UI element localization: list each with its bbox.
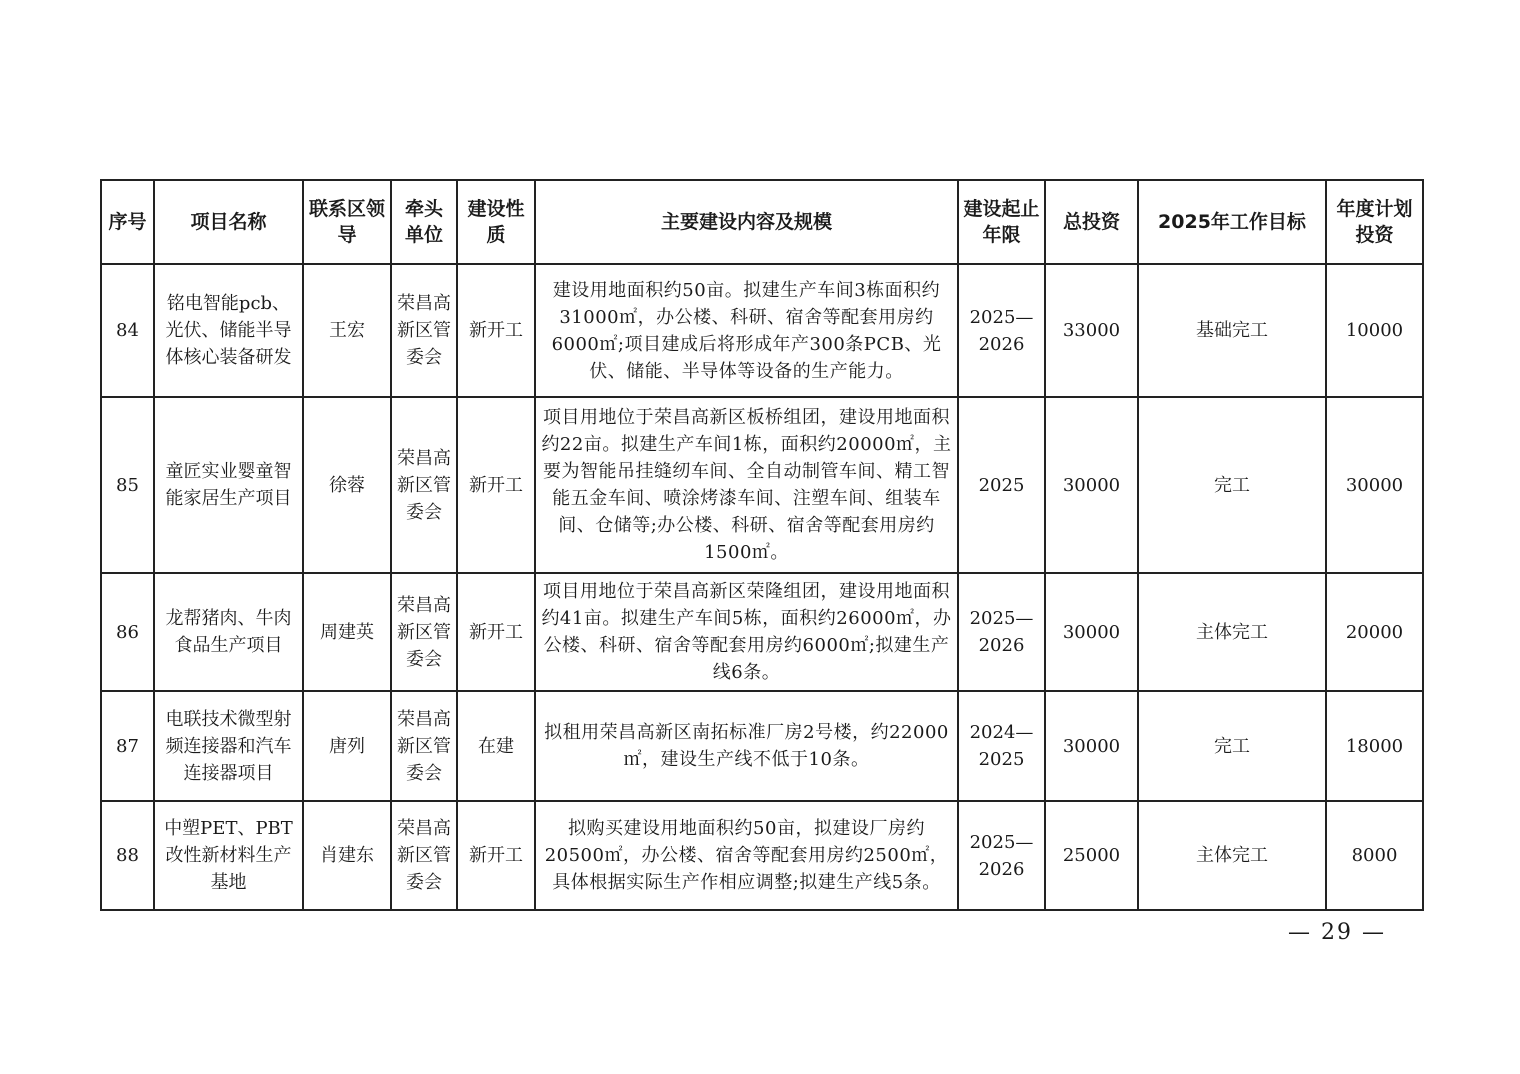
cell-unit: 荣昌高新区管委会	[391, 691, 457, 801]
page-number: — 29 —	[1288, 920, 1386, 945]
cell-leader: 徐蓉	[303, 397, 391, 573]
cell-content: 项目用地位于荣昌高新区荣隆组团，建设用地面积约41亩。拟建生产车间5栋，面积约26000㎡，办公楼、科研、宿舍等配套用房约6000㎡;拟建生产线6条。	[535, 573, 958, 691]
cell-name: 电联技术微型射频连接器和汽车连接器项目	[154, 691, 303, 801]
cell-goal: 主体完工	[1138, 573, 1326, 691]
header-annual: 年度计划投资	[1326, 180, 1423, 264]
cell-unit: 荣昌高新区管委会	[391, 801, 457, 910]
cell-total: 30000	[1045, 691, 1138, 801]
table-row	[101, 801, 1423, 910]
cell-period: 2025—2026	[958, 573, 1045, 691]
cell-leader: 唐列	[303, 691, 391, 801]
cell-leader: 周建英	[303, 573, 391, 691]
cell-name: 龙帮猪肉、牛肉食品生产项目	[154, 573, 303, 691]
cell-annual: 8000	[1326, 801, 1423, 910]
cell-seq: 84	[101, 264, 154, 397]
cell-seq: 88	[101, 801, 154, 910]
cell-period: 2025—2026	[958, 801, 1045, 910]
table-header-row	[101, 180, 1423, 264]
cell-nature: 新开工	[457, 264, 535, 397]
cell-seq: 85	[101, 397, 154, 573]
cell-unit: 荣昌高新区管委会	[391, 573, 457, 691]
header-seq: 序号	[101, 180, 154, 264]
cell-goal: 完工	[1138, 397, 1326, 573]
cell-nature: 新开工	[457, 801, 535, 910]
cell-annual: 30000	[1326, 397, 1423, 573]
cell-total: 30000	[1045, 573, 1138, 691]
cell-annual: 20000	[1326, 573, 1423, 691]
header-period: 建设起止年限	[958, 180, 1045, 264]
cell-annual: 10000	[1326, 264, 1423, 397]
table-row	[101, 691, 1423, 801]
cell-nature: 新开工	[457, 397, 535, 573]
cell-name: 铭电智能pcb、光伏、储能半导体核心装备研发	[154, 264, 303, 397]
cell-leader: 肖建东	[303, 801, 391, 910]
header-leader: 联系区领导	[303, 180, 391, 264]
header-unit: 牵头单位	[391, 180, 457, 264]
cell-annual: 18000	[1326, 691, 1423, 801]
cell-period: 2025	[958, 397, 1045, 573]
cell-name: 中塑PET、PBT改性新材料生产基地	[154, 801, 303, 910]
cell-nature: 在建	[457, 691, 535, 801]
cell-goal: 基础完工	[1138, 264, 1326, 397]
cell-seq: 86	[101, 573, 154, 691]
cell-unit: 荣昌高新区管委会	[391, 264, 457, 397]
cell-content: 拟购买建设用地面积约50亩，拟建设厂房约20500㎡，办公楼、宿舍等配套用房约2500㎡，具体根据实际生产作相应调整;拟建生产线5条。	[535, 801, 958, 910]
cell-goal: 主体完工	[1138, 801, 1326, 910]
cell-content: 项目用地位于荣昌高新区板桥组团，建设用地面积约22亩。拟建生产车间1栋，面积约20000㎡，主要为智能吊挂缝纫车间、全自动制管车间、精工智能五金车间、喷涂烤漆车间、注塑车间、组装车间、仓储等;办公楼、科研、宿舍等配套用房约1500㎡。	[535, 397, 958, 573]
cell-total: 30000	[1045, 397, 1138, 573]
cell-period: 2024—2025	[958, 691, 1045, 801]
cell-seq: 87	[101, 691, 154, 801]
cell-period: 2025—2026	[958, 264, 1045, 397]
table-row	[101, 573, 1423, 691]
cell-unit: 荣昌高新区管委会	[391, 397, 457, 573]
header-nature: 建设性质	[457, 180, 535, 264]
projects-table	[100, 179, 1424, 911]
cell-name: 童匠实业婴童智能家居生产项目	[154, 397, 303, 573]
cell-nature: 新开工	[457, 573, 535, 691]
header-total: 总投资	[1045, 180, 1138, 264]
table-row	[101, 397, 1423, 573]
cell-goal: 完工	[1138, 691, 1326, 801]
table-row	[101, 264, 1423, 397]
cell-total: 25000	[1045, 801, 1138, 910]
cell-content: 建设用地面积约50亩。拟建生产车间3栋面积约31000㎡，办公楼、科研、宿舍等配套用房约6000㎡;项目建成后将形成年产300条PCB、光伏、储能、半导体等设备的生产能力。	[535, 264, 958, 397]
header-name: 项目名称	[154, 180, 303, 264]
header-goal: 2025年工作目标	[1138, 180, 1326, 264]
cell-leader: 王宏	[303, 264, 391, 397]
cell-total: 33000	[1045, 264, 1138, 397]
cell-content: 拟租用荣昌高新区南拓标准厂房2号楼，约22000㎡，建设生产线不低于10条。	[535, 691, 958, 801]
header-content: 主要建设内容及规模	[535, 180, 958, 264]
